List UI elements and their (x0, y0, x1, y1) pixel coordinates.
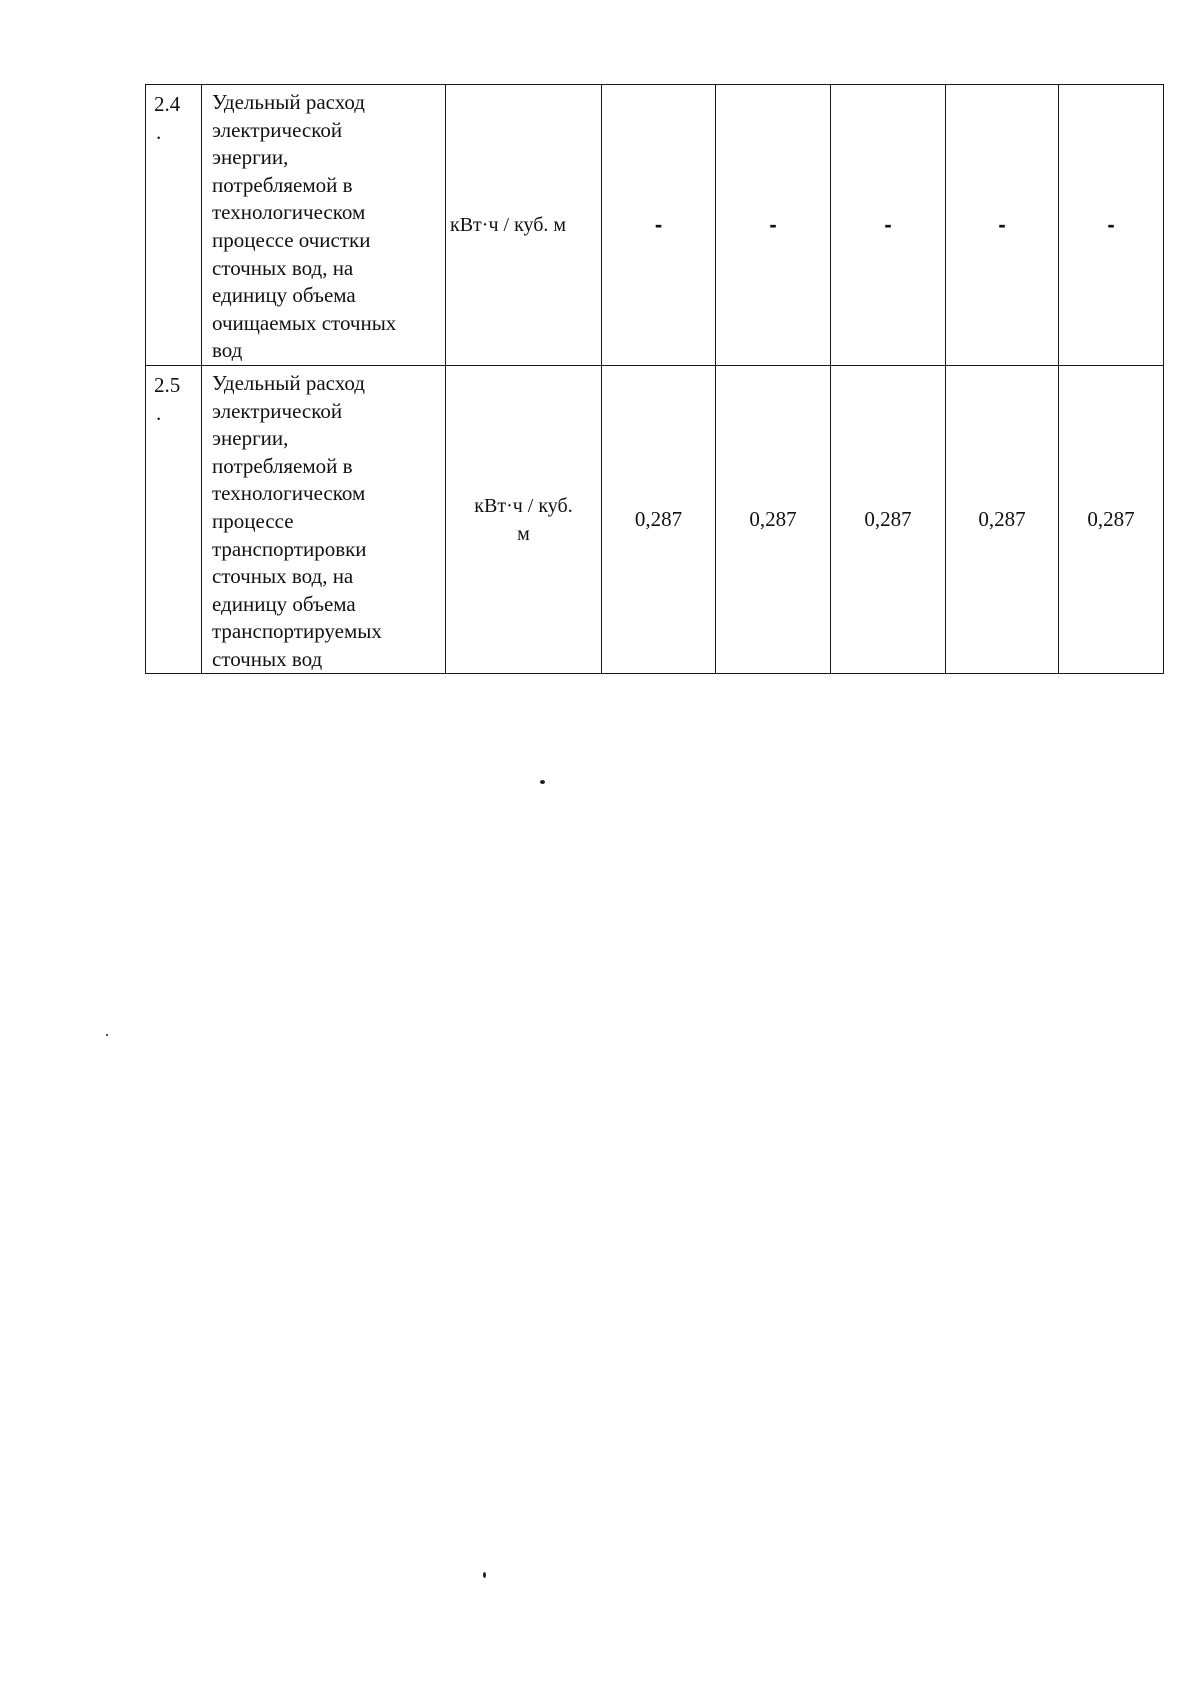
row-number: 2.4 (154, 92, 181, 116)
indicator-name-line: Удельный расход (212, 90, 365, 114)
unit-label-line: м (517, 522, 530, 545)
value-cell (716, 365, 831, 674)
value: - (998, 211, 1006, 237)
value-cell (1059, 85, 1164, 366)
unit-label: кВт·ч / куб. м (450, 213, 567, 236)
value-cell (831, 365, 946, 674)
indicator-name-line: электрической (212, 117, 343, 142)
scan-speck (540, 780, 545, 784)
row-number-dot: . (156, 119, 162, 144)
indicator-name-line: единицу объема (212, 283, 356, 308)
value-cell (602, 85, 716, 366)
row-number-cell (146, 365, 202, 674)
value: 0,287 (1087, 506, 1135, 531)
indicator-name-line: энергии, (212, 145, 289, 170)
value: - (654, 211, 663, 237)
unit-cell (446, 85, 602, 366)
row-number-cell (146, 85, 202, 366)
indicator-name-line: сточных вод, на (212, 255, 354, 280)
table-row (146, 85, 1164, 366)
value-cell (716, 85, 831, 366)
indicators-table (145, 84, 1164, 674)
indicator-name-line: технологическом (212, 481, 366, 506)
indicator-name-line: процессе очистки (212, 227, 371, 252)
indicator-name-line: единицу объема (212, 591, 356, 616)
indicator-name-line: электрической (212, 398, 343, 423)
value: - (884, 211, 892, 237)
indicator-name-line: транспортируемых (212, 619, 382, 644)
unit-cell (446, 365, 602, 674)
value-cell (1059, 365, 1164, 674)
indicator-name-cell (202, 85, 446, 366)
row-number-dot: . (156, 400, 162, 425)
scan-speck (483, 1572, 486, 1578)
indicator-name-line: транспортировки (212, 536, 367, 561)
unit-label-line: кВт·ч / куб. (474, 494, 573, 517)
value-cell (946, 85, 1059, 366)
value-cell (946, 365, 1059, 674)
indicator-name-line: процессе (212, 508, 294, 533)
indicator-name-line: технологическом (212, 200, 366, 225)
indicator-name-line: потребляемой в (212, 172, 353, 197)
value-cell (831, 85, 946, 366)
indicator-name-line: сточных вод, на (212, 564, 354, 589)
table-row (146, 365, 1164, 674)
value: - (769, 211, 777, 237)
indicator-name-line: вод (212, 338, 243, 363)
value-cell (602, 365, 716, 674)
value: 0,287 (634, 506, 683, 531)
indicator-name-cell (202, 365, 446, 674)
indicator-name-line: очищаемых сточных (212, 310, 397, 335)
indicator-name-line: энергии, (212, 426, 289, 451)
value: 0,287 (978, 506, 1026, 531)
value: 0,287 (749, 506, 797, 531)
indicator-name-line: сточных вод (212, 646, 323, 671)
indicator-name-line: потребляемой в (212, 453, 353, 478)
value: - (1107, 211, 1115, 237)
value: 0,287 (864, 506, 912, 531)
row-number: 2.5 (154, 372, 181, 397)
scan-speck (106, 1034, 108, 1036)
indicator-name-line: Удельный расход (212, 370, 365, 395)
